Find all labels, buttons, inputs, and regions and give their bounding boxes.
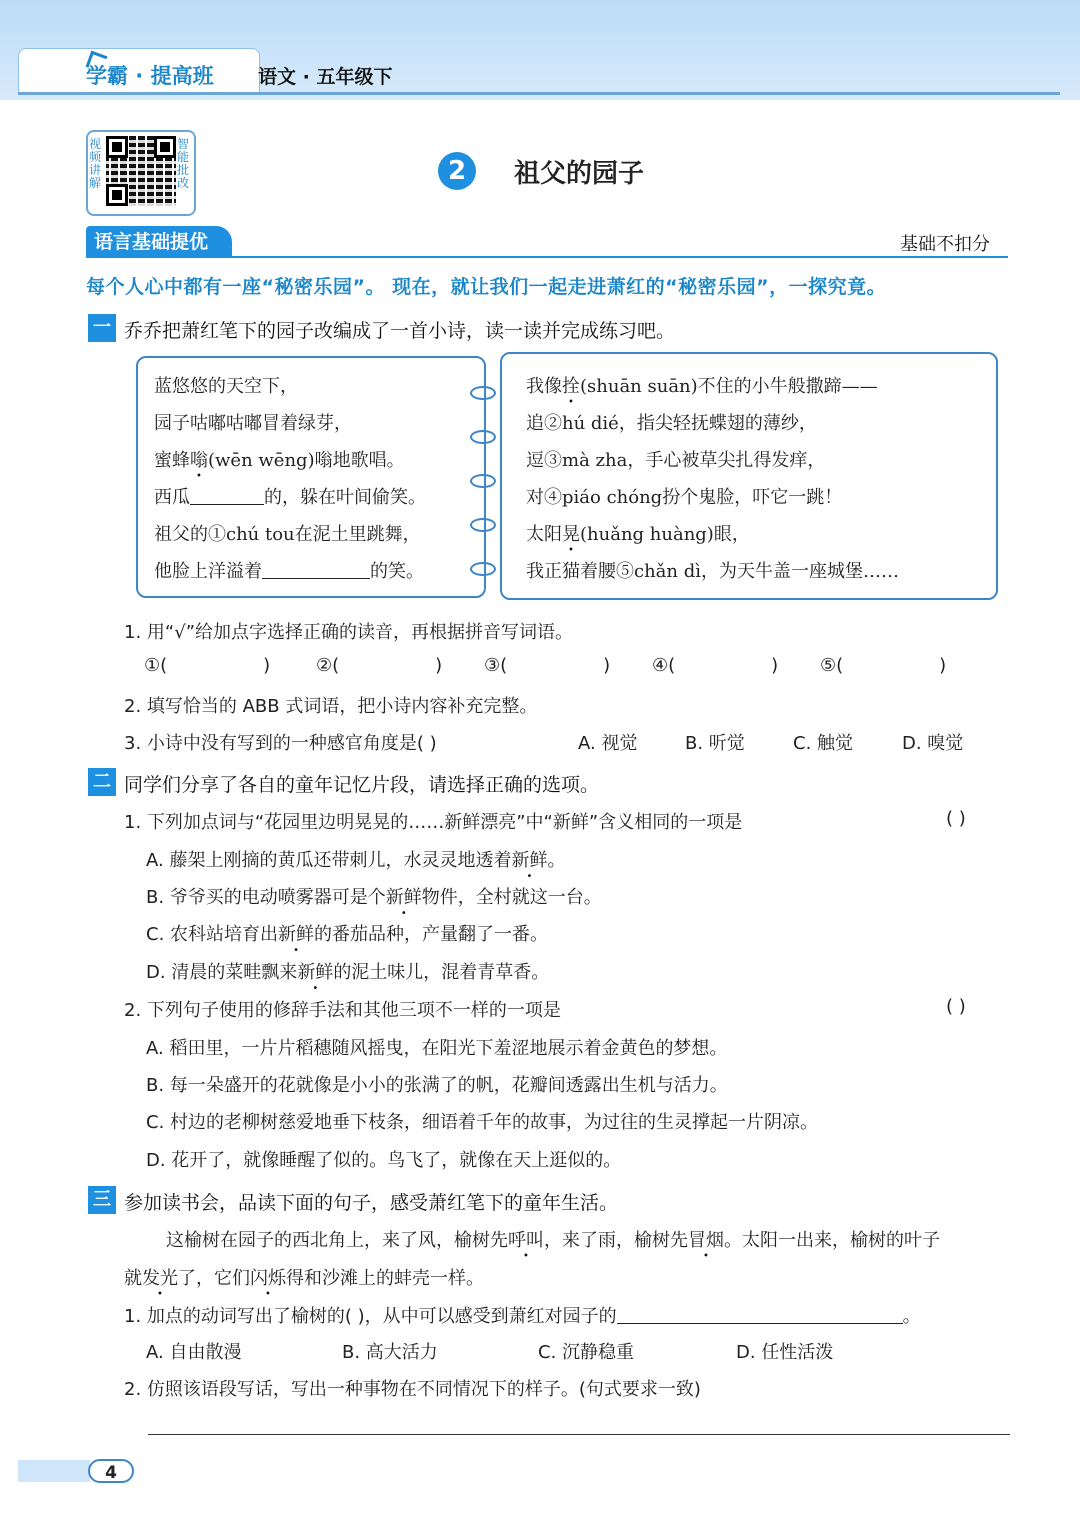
question-2-sub-2: 2. 下列句子使用的修辞手法和其他三项不一样的一项是	[124, 1000, 561, 1021]
question-2-heading: 同学们分享了各自的童年记忆片段，请选择正确的选项。	[124, 774, 600, 796]
qr-left-label: 视频讲解	[88, 137, 101, 190]
option-d[interactable]: D. 花开了，就像睡醒了似的。鸟飞了，就像在天上逛似的。	[146, 1150, 622, 1171]
brand-title: 学霸 · 提高班	[86, 64, 214, 88]
option-a[interactable]: A. 藤架上刚摘的黄瓜还带刺儿，水灵灵地透着新鲜。	[146, 850, 566, 871]
poem-line: 我正猫着腰⑤chǎn dì，为天牛盖一座城堡……	[526, 561, 899, 582]
option-d[interactable]: D. 任性活泼	[736, 1342, 834, 1363]
qr-right-label: 智能批改	[176, 137, 189, 190]
passage-line: 这榆树在园子的西北角上，来了风，榆树先呼叫，来了雨，榆树先冒烟。太阳一出来，榆树的叶子	[166, 1230, 940, 1251]
answer-slot-4[interactable]: ④( )	[652, 655, 779, 676]
option-b[interactable]: B. 高大活力	[342, 1342, 438, 1363]
option-c[interactable]: C. 沉静稳重	[538, 1342, 635, 1363]
option-a[interactable]: A. 稻田里，一片片稻穗随风摇曳，在阳光下羞涩地展示着金黄色的梦想。	[146, 1038, 728, 1059]
poem-line: 蜜蜂嗡(wēn wēng)嗡地歌唱。	[154, 450, 405, 471]
lesson-number-badge: 2	[438, 152, 476, 190]
writing-answer-line[interactable]	[148, 1434, 1010, 1435]
section-tag: 基础不扣分	[900, 234, 990, 255]
question-number-3: 三	[88, 1186, 116, 1214]
poem-line: 祖父的①chú tou在泥土里跳舞，	[154, 524, 421, 545]
option-c[interactable]: C. 触觉	[793, 733, 854, 754]
section-intro: 每个人心中都有一座“秘密乐园”。 现在，就让我们一起走进萧红的“秘密乐园”，一探究竟。	[86, 276, 887, 298]
option-c[interactable]: C. 农科站培育出新鲜的番茄品种，产量翻了一番。	[146, 924, 549, 945]
page-tab-decoration	[18, 1460, 90, 1482]
answer-slot-5[interactable]: ⑤( )	[820, 655, 947, 676]
answer-paren[interactable]: ( )	[946, 808, 966, 829]
question-number-1: 一	[88, 314, 116, 342]
question-2-sub-1: 1. 下列加点词与“花园里边明晃晃的……新鲜漂亮”中“新鲜”含义相同的一项是	[124, 812, 743, 833]
lesson-title: 祖父的园子	[514, 159, 645, 189]
binder-ring	[470, 386, 496, 400]
poem-line: 逗③mà zha，手心被草尖扎得发痒，	[526, 450, 826, 471]
passage-line: 就发光了，它们闪烁得和沙滩上的蚌壳一样。	[124, 1268, 484, 1289]
poem-line: 他脸上洋溢着 的笑。	[154, 561, 424, 582]
section-banner: 语言基础提优	[86, 226, 232, 258]
question-1-sub-3: 3. 小诗中没有写到的一种感官角度是( )	[124, 733, 437, 754]
option-b[interactable]: B. 听觉	[685, 733, 745, 754]
binder-ring	[470, 474, 496, 488]
question-number-2: 二	[88, 768, 116, 796]
qr-code-icon[interactable]	[106, 136, 176, 206]
poem-line: 园子咕嘟咕嘟冒着绿芽，	[154, 413, 352, 434]
poem-line: 西瓜 的，躲在叶间偷笑。	[154, 487, 426, 508]
fill-blank[interactable]	[617, 1305, 903, 1324]
poem-line: 追②hú dié，指尖轻抚蝶翅的薄纱，	[526, 413, 817, 434]
option-d[interactable]: D. 嗅觉	[902, 733, 964, 754]
section-underline	[86, 256, 1008, 258]
answer-paren[interactable]: ( )	[946, 996, 966, 1017]
poem-line: 对④piáo chóng扮个鬼脸，吓它一跳！	[526, 487, 843, 508]
answer-slot-2[interactable]: ②( )	[316, 655, 443, 676]
fill-blank[interactable]	[262, 560, 370, 579]
poem-line: 蓝悠悠的天空下，	[154, 376, 298, 397]
question-3-heading: 参加读书会，品读下面的句子，感受萧红笔下的童年生活。	[124, 1192, 619, 1214]
option-d[interactable]: D. 清晨的菜畦飘来新鲜的泥土味儿，混着青草香。	[146, 962, 550, 983]
question-3-sub-1: 1. 加点的动词写出了榆树的( )，从中可以感受到萧红对园子的 。	[124, 1306, 921, 1327]
answer-slot-3[interactable]: ③( )	[484, 655, 611, 676]
binder-ring	[470, 430, 496, 444]
poem-line: 太阳晃(huǎng huàng)眼，	[526, 524, 750, 545]
binder-ring	[470, 518, 496, 532]
binder-ring	[470, 562, 496, 576]
option-c[interactable]: C. 村边的老柳树慈爱地垂下枝条，细语着千年的故事，为过往的生灵撑起一片阴凉。	[146, 1112, 819, 1133]
answer-slot-1[interactable]: ①( )	[144, 655, 271, 676]
option-b[interactable]: B. 爷爷买的电动喷雾器可是个新鲜物件，全村就这一台。	[146, 887, 602, 908]
fill-blank[interactable]	[190, 486, 264, 505]
subject-grade: 语文 · 五年级下	[258, 66, 393, 88]
option-a[interactable]: A. 自由散漫	[146, 1342, 242, 1363]
page-number: 4	[88, 1459, 134, 1483]
option-a[interactable]: A. 视觉	[578, 733, 638, 754]
header-divider	[18, 92, 1060, 95]
option-b[interactable]: B. 每一朵盛开的花就像是小小的张满了的帆，花瓣间透露出生机与活力。	[146, 1075, 728, 1096]
question-1-sub-2: 2. 填写恰当的 ABB 式词语，把小诗内容补充完整。	[124, 696, 538, 717]
question-3-sub-2: 2. 仿照该语段写话，写出一种事物在不同情况下的样子。(句式要求一致)	[124, 1379, 701, 1400]
question-1-heading: 乔乔把萧红笔下的园子改编成了一首小诗，读一读并完成练习吧。	[124, 320, 676, 342]
poem-line: 我像拴(shuān suān)不住的小牛般撒蹄——	[526, 376, 878, 397]
question-1-sub-1: 1. 用“√”给加点字选择正确的读音，再根据拼音写词语。	[124, 622, 574, 643]
